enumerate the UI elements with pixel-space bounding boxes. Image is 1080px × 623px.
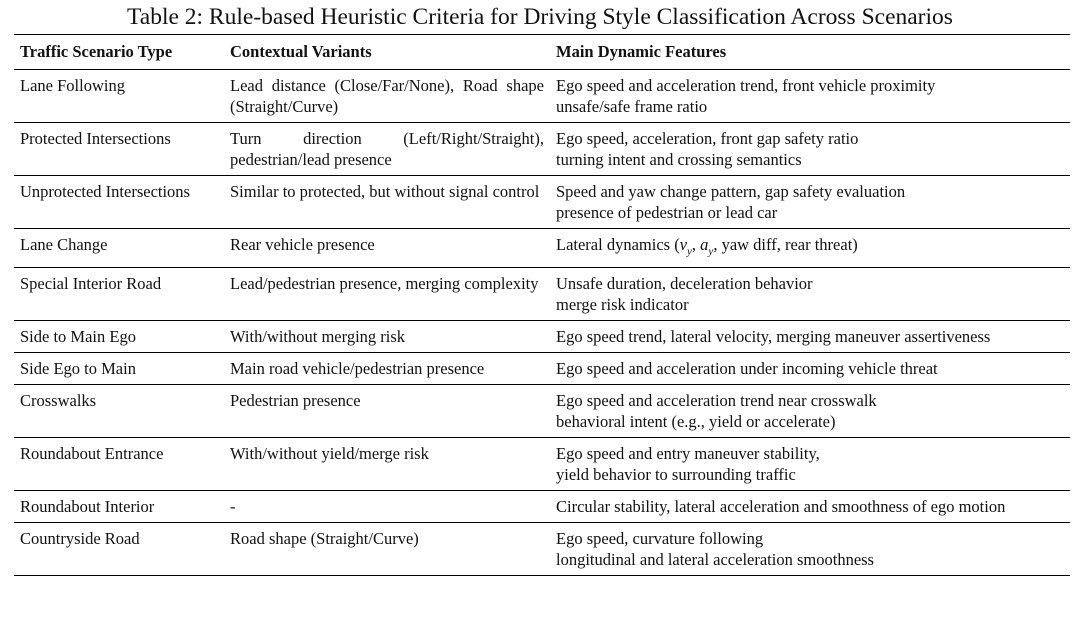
math-separator: , <box>691 235 701 254</box>
variants-cell: With/without yield/merge risk <box>224 438 550 491</box>
features-cell <box>550 353 1070 385</box>
features-cell <box>550 523 1070 576</box>
features-line: Ego speed, curvature following <box>556 529 764 549</box>
features-cell <box>550 321 1070 353</box>
features-line: Ego speed and entry maneuver stability, <box>556 444 820 464</box>
variants-cell: Lead/pedestrian presence, merging complexity <box>224 268 550 321</box>
variants-cell: Turn direction (Left/Right/Straight), pedestrian/lead presence <box>224 123 550 176</box>
features-line: Speed and yaw change pattern, gap safety evaluation <box>556 182 906 201</box>
features-text-pre: Lateral dynamics ( <box>556 235 680 254</box>
features-line: presence of pedestrian or lead car <box>556 203 778 222</box>
scenario-cell: Side to Main Ego <box>14 321 224 353</box>
table-row <box>14 70 1070 123</box>
features-cell <box>550 438 1070 491</box>
features-cell <box>550 176 1070 229</box>
table-body <box>14 70 1070 576</box>
scenario-cell: Countryside Road <box>20 529 140 549</box>
variants-cell: Similar to protected, but without signal control <box>224 176 550 229</box>
table-row <box>14 385 1070 438</box>
table-row <box>14 491 1070 523</box>
features-cell <box>550 123 1070 176</box>
header-traffic-scenario-type: Traffic Scenario Type <box>14 35 224 70</box>
table-row <box>14 123 1070 176</box>
scenario-cell: Roundabout Interior <box>14 491 224 523</box>
scenario-cell: Special Interior Road <box>14 268 224 321</box>
features-line: Ego speed and acceleration under incoming vehicle threat <box>556 359 938 379</box>
scenario-cell: Protected Intersections <box>14 123 224 176</box>
variants-cell: Lead distance (Close/Far/None), Road shape (Straight/Curve) <box>224 70 550 123</box>
features-text-post: , yaw diff, rear threat) <box>713 235 858 254</box>
features-line: Ego speed, acceleration, front gap safety ratio <box>556 129 859 148</box>
features-line: Ego speed trend, lateral velocity, merging maneuver assertiveness <box>556 327 991 347</box>
scenario-cell: Lane Following <box>14 70 224 123</box>
table-caption: Table 2: Rule-based Heuristic Criteria for Driving Style Classification Across Scenarios <box>127 4 953 30</box>
math-a-y <box>700 235 714 258</box>
math-v-subscript: y <box>687 245 692 258</box>
math-a: a <box>700 235 709 254</box>
table-row <box>14 438 1070 491</box>
variants-cell: Main road vehicle/pedestrian presence <box>224 353 550 385</box>
scenario-cell: Side Ego to Main <box>14 353 224 385</box>
variants-cell: Road shape (Straight/Curve) <box>230 529 419 549</box>
scenario-cell: Lane Change <box>14 229 224 268</box>
variants-cell: - <box>224 491 550 523</box>
table-row <box>14 321 1070 353</box>
features-line: yield behavior to surrounding traffic <box>556 465 796 485</box>
features-cell <box>550 385 1070 438</box>
variants-cell: Rear vehicle presence <box>224 229 550 268</box>
features-line: Circular stability, lateral acceleration and smoothness of ego motion <box>556 497 1006 517</box>
table-row <box>14 523 1070 576</box>
features-cell <box>550 268 1070 321</box>
features-cell <box>550 229 1070 268</box>
features-line: behavioral intent (e.g., yield or accelerate) <box>556 412 836 432</box>
math-v: v <box>679 235 688 254</box>
table-row <box>14 176 1070 229</box>
features-line: longitudinal and lateral acceleration smoothness <box>556 550 874 570</box>
features-line: turning intent and crossing semantics <box>556 150 802 169</box>
math-v-y <box>679 235 692 258</box>
table-header <box>14 35 1070 70</box>
features-cell <box>550 491 1070 523</box>
features-line: Unsafe duration, deceleration behavior <box>556 274 813 294</box>
header-row <box>14 35 1070 70</box>
math-a-subscript: y <box>708 245 714 258</box>
table-row <box>14 268 1070 321</box>
scenario-cell: Roundabout Entrance <box>14 438 224 491</box>
table-row <box>14 229 1070 268</box>
variants-cell: Pedestrian presence <box>224 385 550 438</box>
features-line: merge risk indicator <box>556 295 689 315</box>
features-line: Ego speed and acceleration trend, front vehicle proximity <box>556 76 936 95</box>
driving-style-criteria-table <box>14 34 1070 576</box>
features-line: unsafe/safe frame ratio <box>556 97 708 116</box>
variants-cell: With/without merging risk <box>224 321 550 353</box>
features-line: Ego speed and acceleration trend near crosswalk <box>556 391 877 411</box>
scenario-cell: Unprotected Intersections <box>14 176 224 229</box>
header-main-dynamic-features: Main Dynamic Features <box>550 35 1070 70</box>
features-cell <box>550 70 1070 123</box>
header-contextual-variants: Contextual Variants <box>224 35 550 70</box>
scenario-cell: Crosswalks <box>14 385 224 438</box>
table-row <box>14 353 1070 385</box>
